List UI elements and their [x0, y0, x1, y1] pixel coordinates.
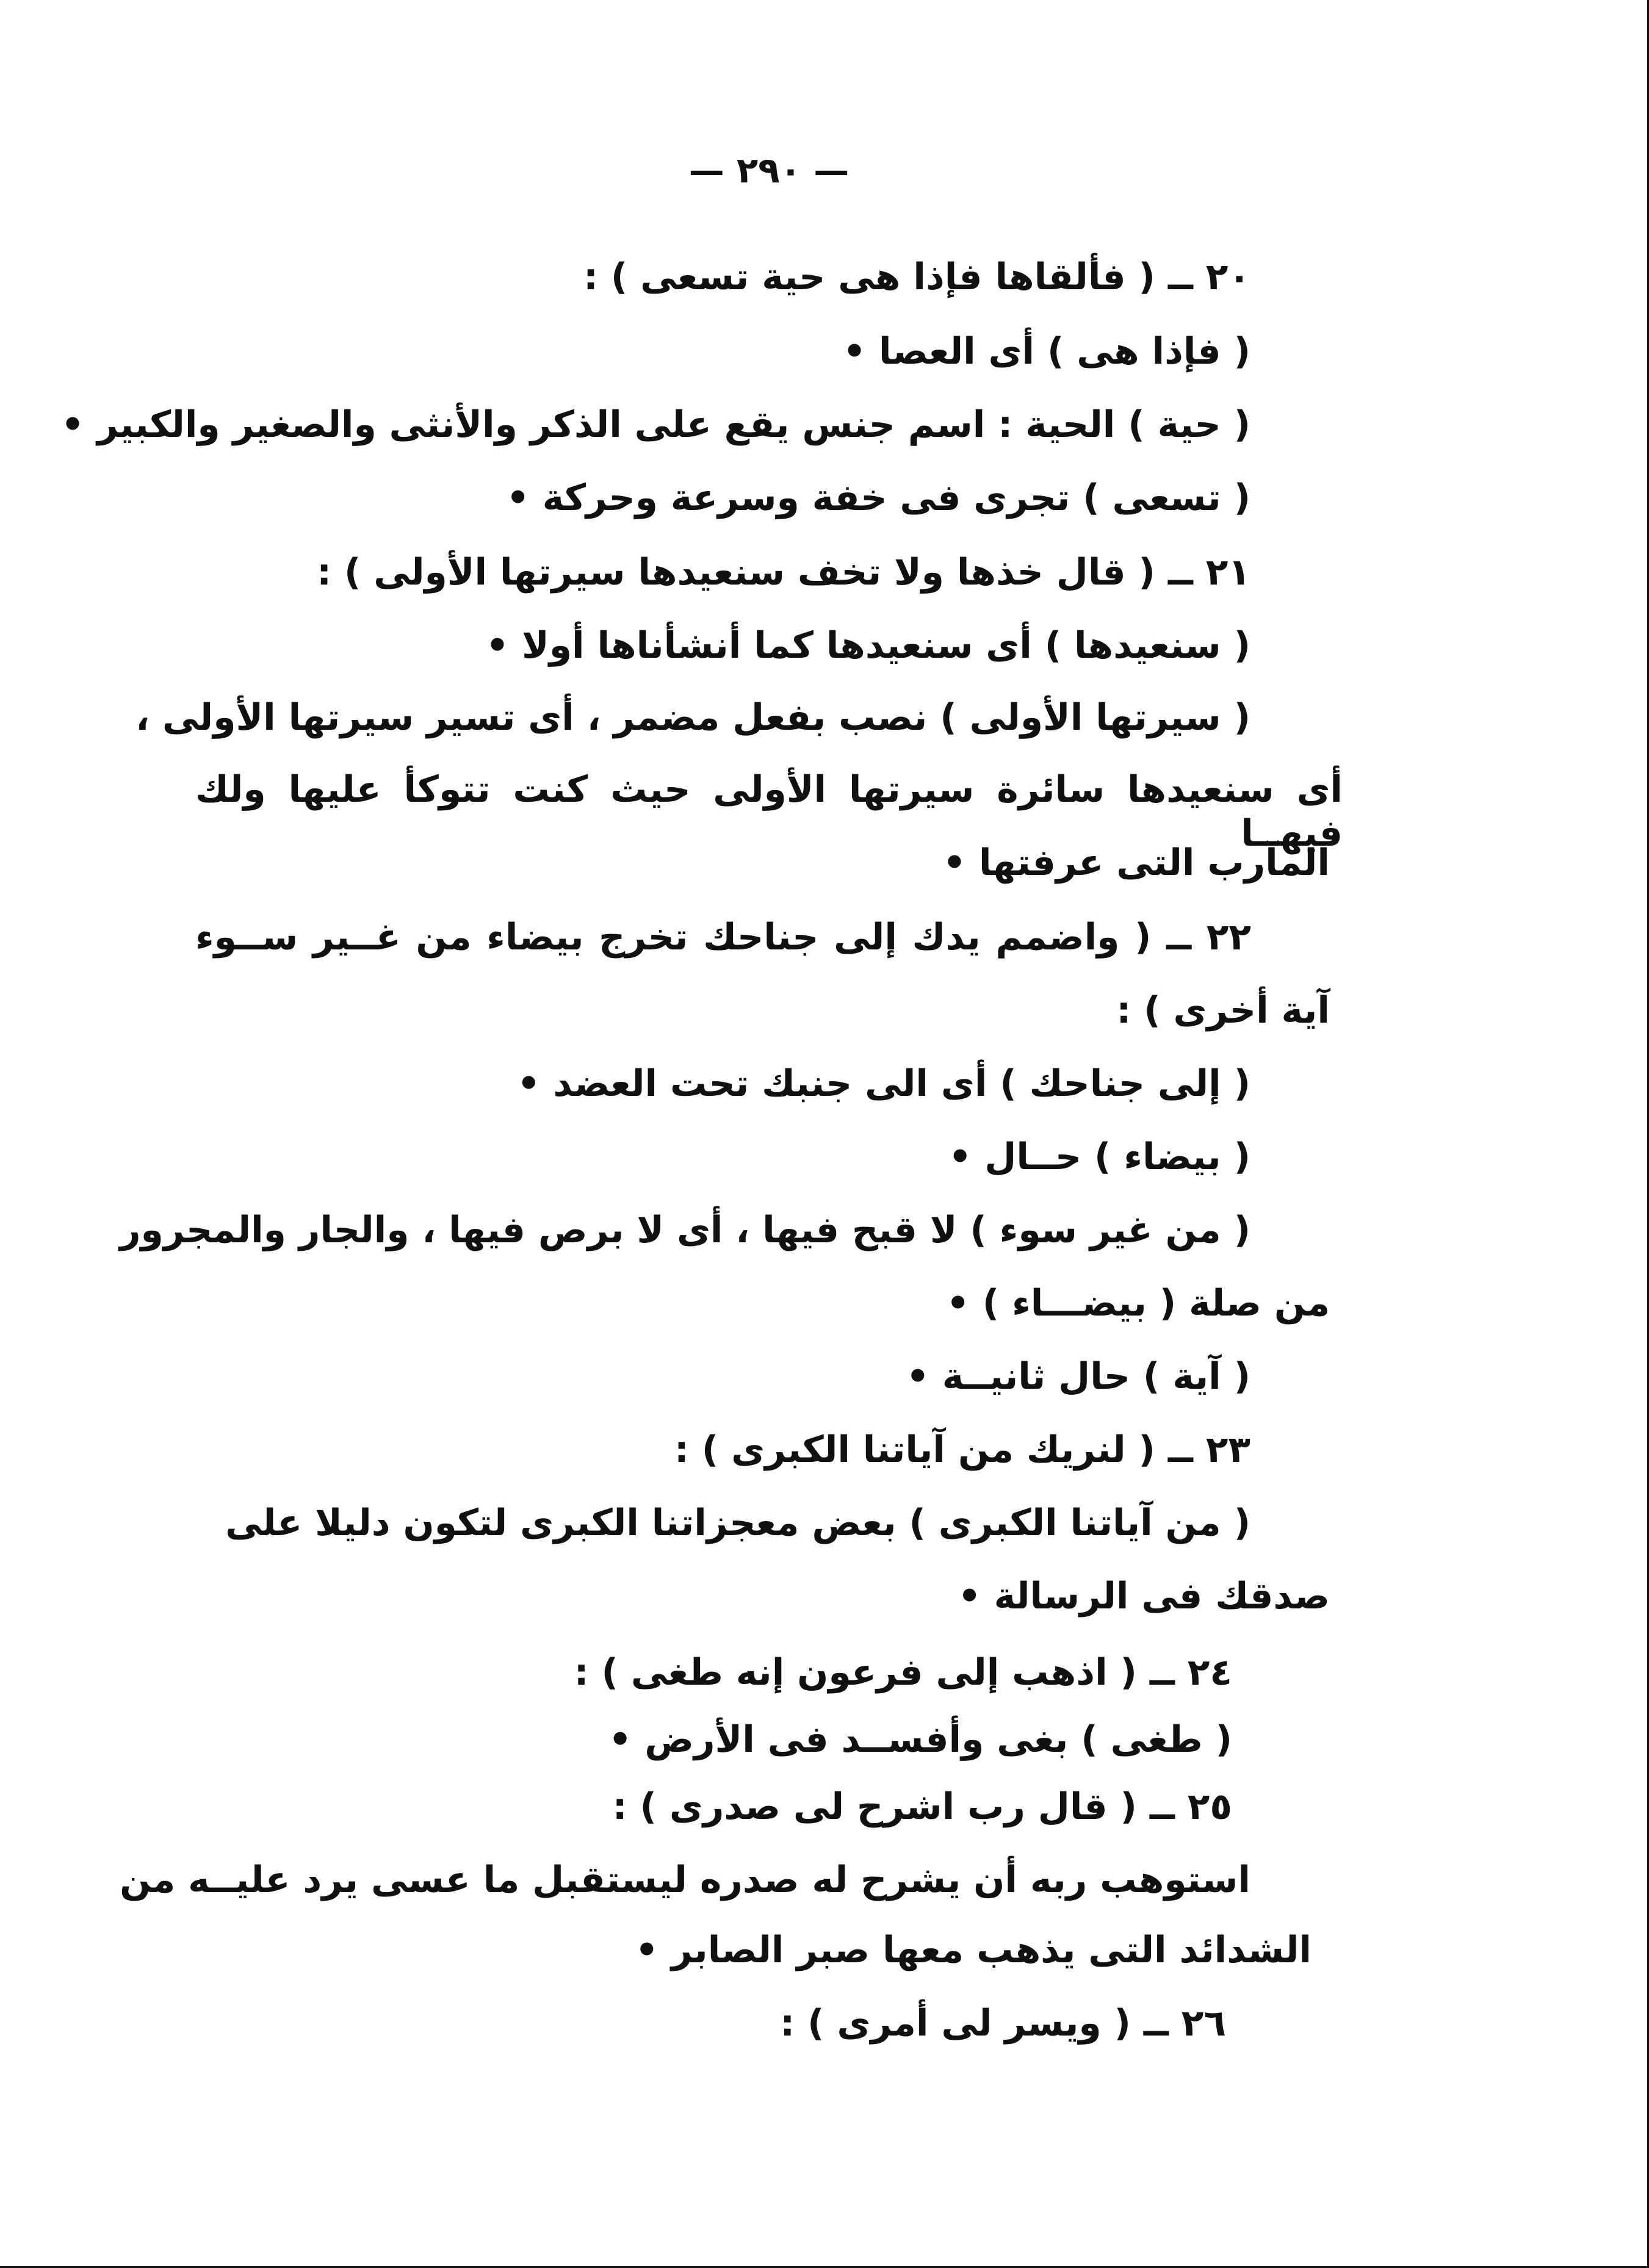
text-line: ٢٥ ــ ( قال رب اشرح لى صدرى ) : [612, 1785, 1232, 1828]
text-line: الشدائد التى يذهب معها صبر الصابر • [635, 1929, 1312, 1971]
text-line: ( طغى ) بغى وأفســد فى الأرض • [608, 1718, 1232, 1761]
text-line: ( إلى جناحك ) أى الى جنبك تحت العضد • [517, 1062, 1250, 1105]
text-line: ( من آياتنا الكبرى ) بعض معجزاتنا الكبرى لتكون دليلا على [225, 1502, 1250, 1544]
text-line: من صلة ( بيضـــاء ) • [946, 1282, 1330, 1325]
text-line: ( فإذا هى ) أى العصا • [842, 330, 1250, 373]
text-line: ٢٠ ــ ( فألقاها فإذا هى حية تسعى ) : [583, 256, 1250, 298]
text-line: ( آية ) حال ثانيــة • [906, 1355, 1250, 1398]
text-line: صدقك فى الرسالة • [958, 1575, 1330, 1618]
text-line: ( بيضاء ) حــال • [948, 1136, 1250, 1178]
text-line: أى سنعيدها سائرة سيرتها الأولى حيث كنت تتوكأ عليها ولك فيهــا [195, 768, 1343, 855]
text-line: ( سنعيدها ) أى سنعيدها كما أنشأناها أولا • [485, 624, 1250, 667]
text-line: المآرب التى عرفتها • [942, 841, 1330, 884]
text-line: ٢٣ ــ ( لنريك من آياتنا الكبرى ) : [674, 1428, 1250, 1471]
text-line: ( من غير سوء ) لا قبح فيها ، أى لا برص فيها ، والجار والمجرور [119, 1209, 1250, 1251]
text-line: ( تسعى ) تجرى فى خفة وسرعة وحركة • [506, 477, 1250, 519]
text-line: ( حية ) الحية : اسم جنس يقع على الذكر والأنثى والصغير والكبير • [60, 403, 1250, 446]
text-line: ( سيرتها الأولى ) نصب بفعل مضمر ، أى تسير سيرتها الأولى ، [135, 696, 1250, 739]
text-line: ٢٤ ــ ( اذهب إلى فرعون إنه طغى ) : [574, 1651, 1232, 1694]
page-number: — ٢٩٠ — [688, 149, 850, 191]
text-line: استوهب ربه أن يشرح له صدره ليستقبل ما عسى يرد عليــه من [120, 1859, 1250, 1901]
text-line: ٢٦ ــ ( ويسر لى أمرى ) : [780, 2002, 1226, 2045]
text-line: ٢١ ــ ( قال خذها ولا تخف سنعيدها سيرتها الأولى ) : [317, 551, 1250, 594]
text-line: آية أخرى ) : [1116, 989, 1330, 1032]
text-line: ٢٢ ــ ( واضمم يدك إلى جناحك تخرج بيضاء من غــير ســوء [195, 916, 1251, 959]
